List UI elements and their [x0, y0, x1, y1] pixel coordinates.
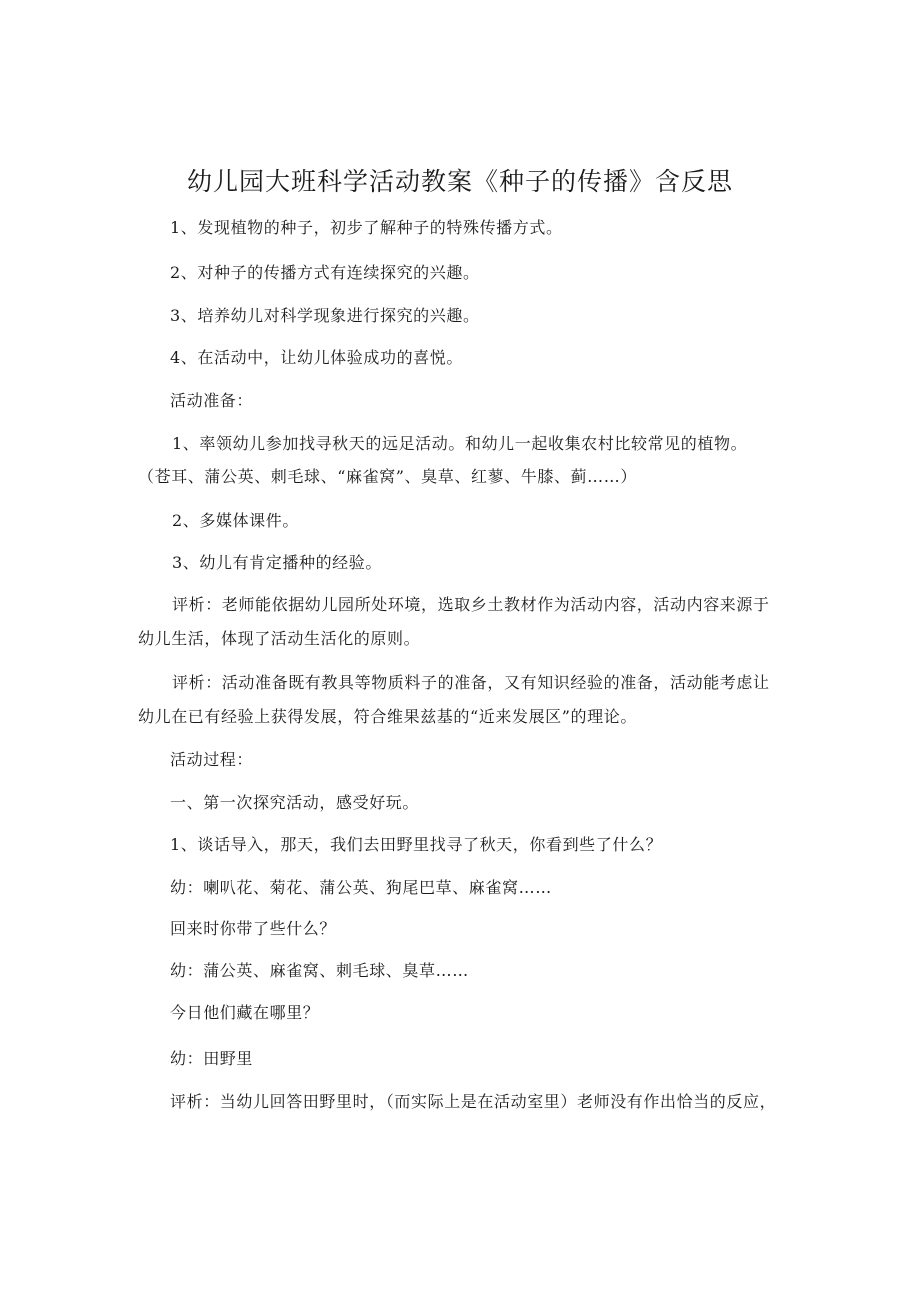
process-question-3: 今日他们藏在哪里？	[170, 1003, 320, 1022]
comment-2-line-2: 幼儿在已有经验上获得发展，符合维果兹基的“近来发展区”的理论。	[138, 707, 637, 726]
process-question-1: 1、谈话导入，那天，我们去田野里找寻了秋天，你看到些了什么？	[170, 835, 663, 854]
preparation-item-1-line-1: 1、率领幼儿参加找寻秋天的远足活动。和幼儿一起收集农村比较常见的植物。	[172, 434, 748, 453]
goal-1: 1、发现植物的种子，初步了解种子的特殊传播方式。	[170, 218, 563, 237]
comment-3-line-1: 评析：当幼儿回答田野里时，（而实际上是在活动室里）老师没有作出恰当的反应，	[170, 1092, 777, 1111]
preparation-item-2: 2、多媒体课件。	[172, 511, 299, 530]
document-title: 幼儿园大班科学活动教案《种子的传播》含反思	[186, 167, 733, 196]
goal-4: 4、在活动中，让幼儿体验成功的喜悦。	[170, 348, 463, 367]
preparation-item-3: 3、幼儿有肯定播种的经验。	[172, 553, 382, 572]
preparation-heading: 活动准备：	[170, 391, 254, 410]
process-step-1: 一、第一次探究活动，感受好玩。	[170, 793, 420, 812]
preparation-item-1-line-2: （苍耳、蒲公英、刺毛球、“麻雀窝”、臭草、红蓼、牛膝、蓟……）	[138, 467, 637, 486]
goal-3: 3、培养幼儿对科学现象进行探究的兴趣。	[170, 306, 480, 325]
comment-2-line-1: 评析：活动准备既有教具等物质料子的准备，又有知识经验的准备，活动能考虑让	[172, 673, 770, 692]
process-answer-3: 幼：田野里	[170, 1049, 254, 1068]
comment-1-line-2: 幼儿生活，体现了活动生活化的原则。	[138, 629, 421, 648]
process-answer-1: 幼：喇叭花、菊花、蒲公英、狗尾巴草、麻雀窝……	[170, 878, 552, 897]
process-heading: 活动过程：	[170, 750, 254, 769]
comment-1-line-1: 评析：老师能依据幼儿园所处环境，选取乡土教材作为活动内容，活动内容来源于	[172, 595, 770, 614]
process-answer-2: 幼：蒲公英、麻雀窝、刺毛球、臭草……	[170, 961, 469, 980]
goal-2: 2、对种子的传播方式有连续探究的兴趣。	[170, 263, 480, 282]
process-question-2: 回来时你带了些什么？	[170, 919, 337, 938]
